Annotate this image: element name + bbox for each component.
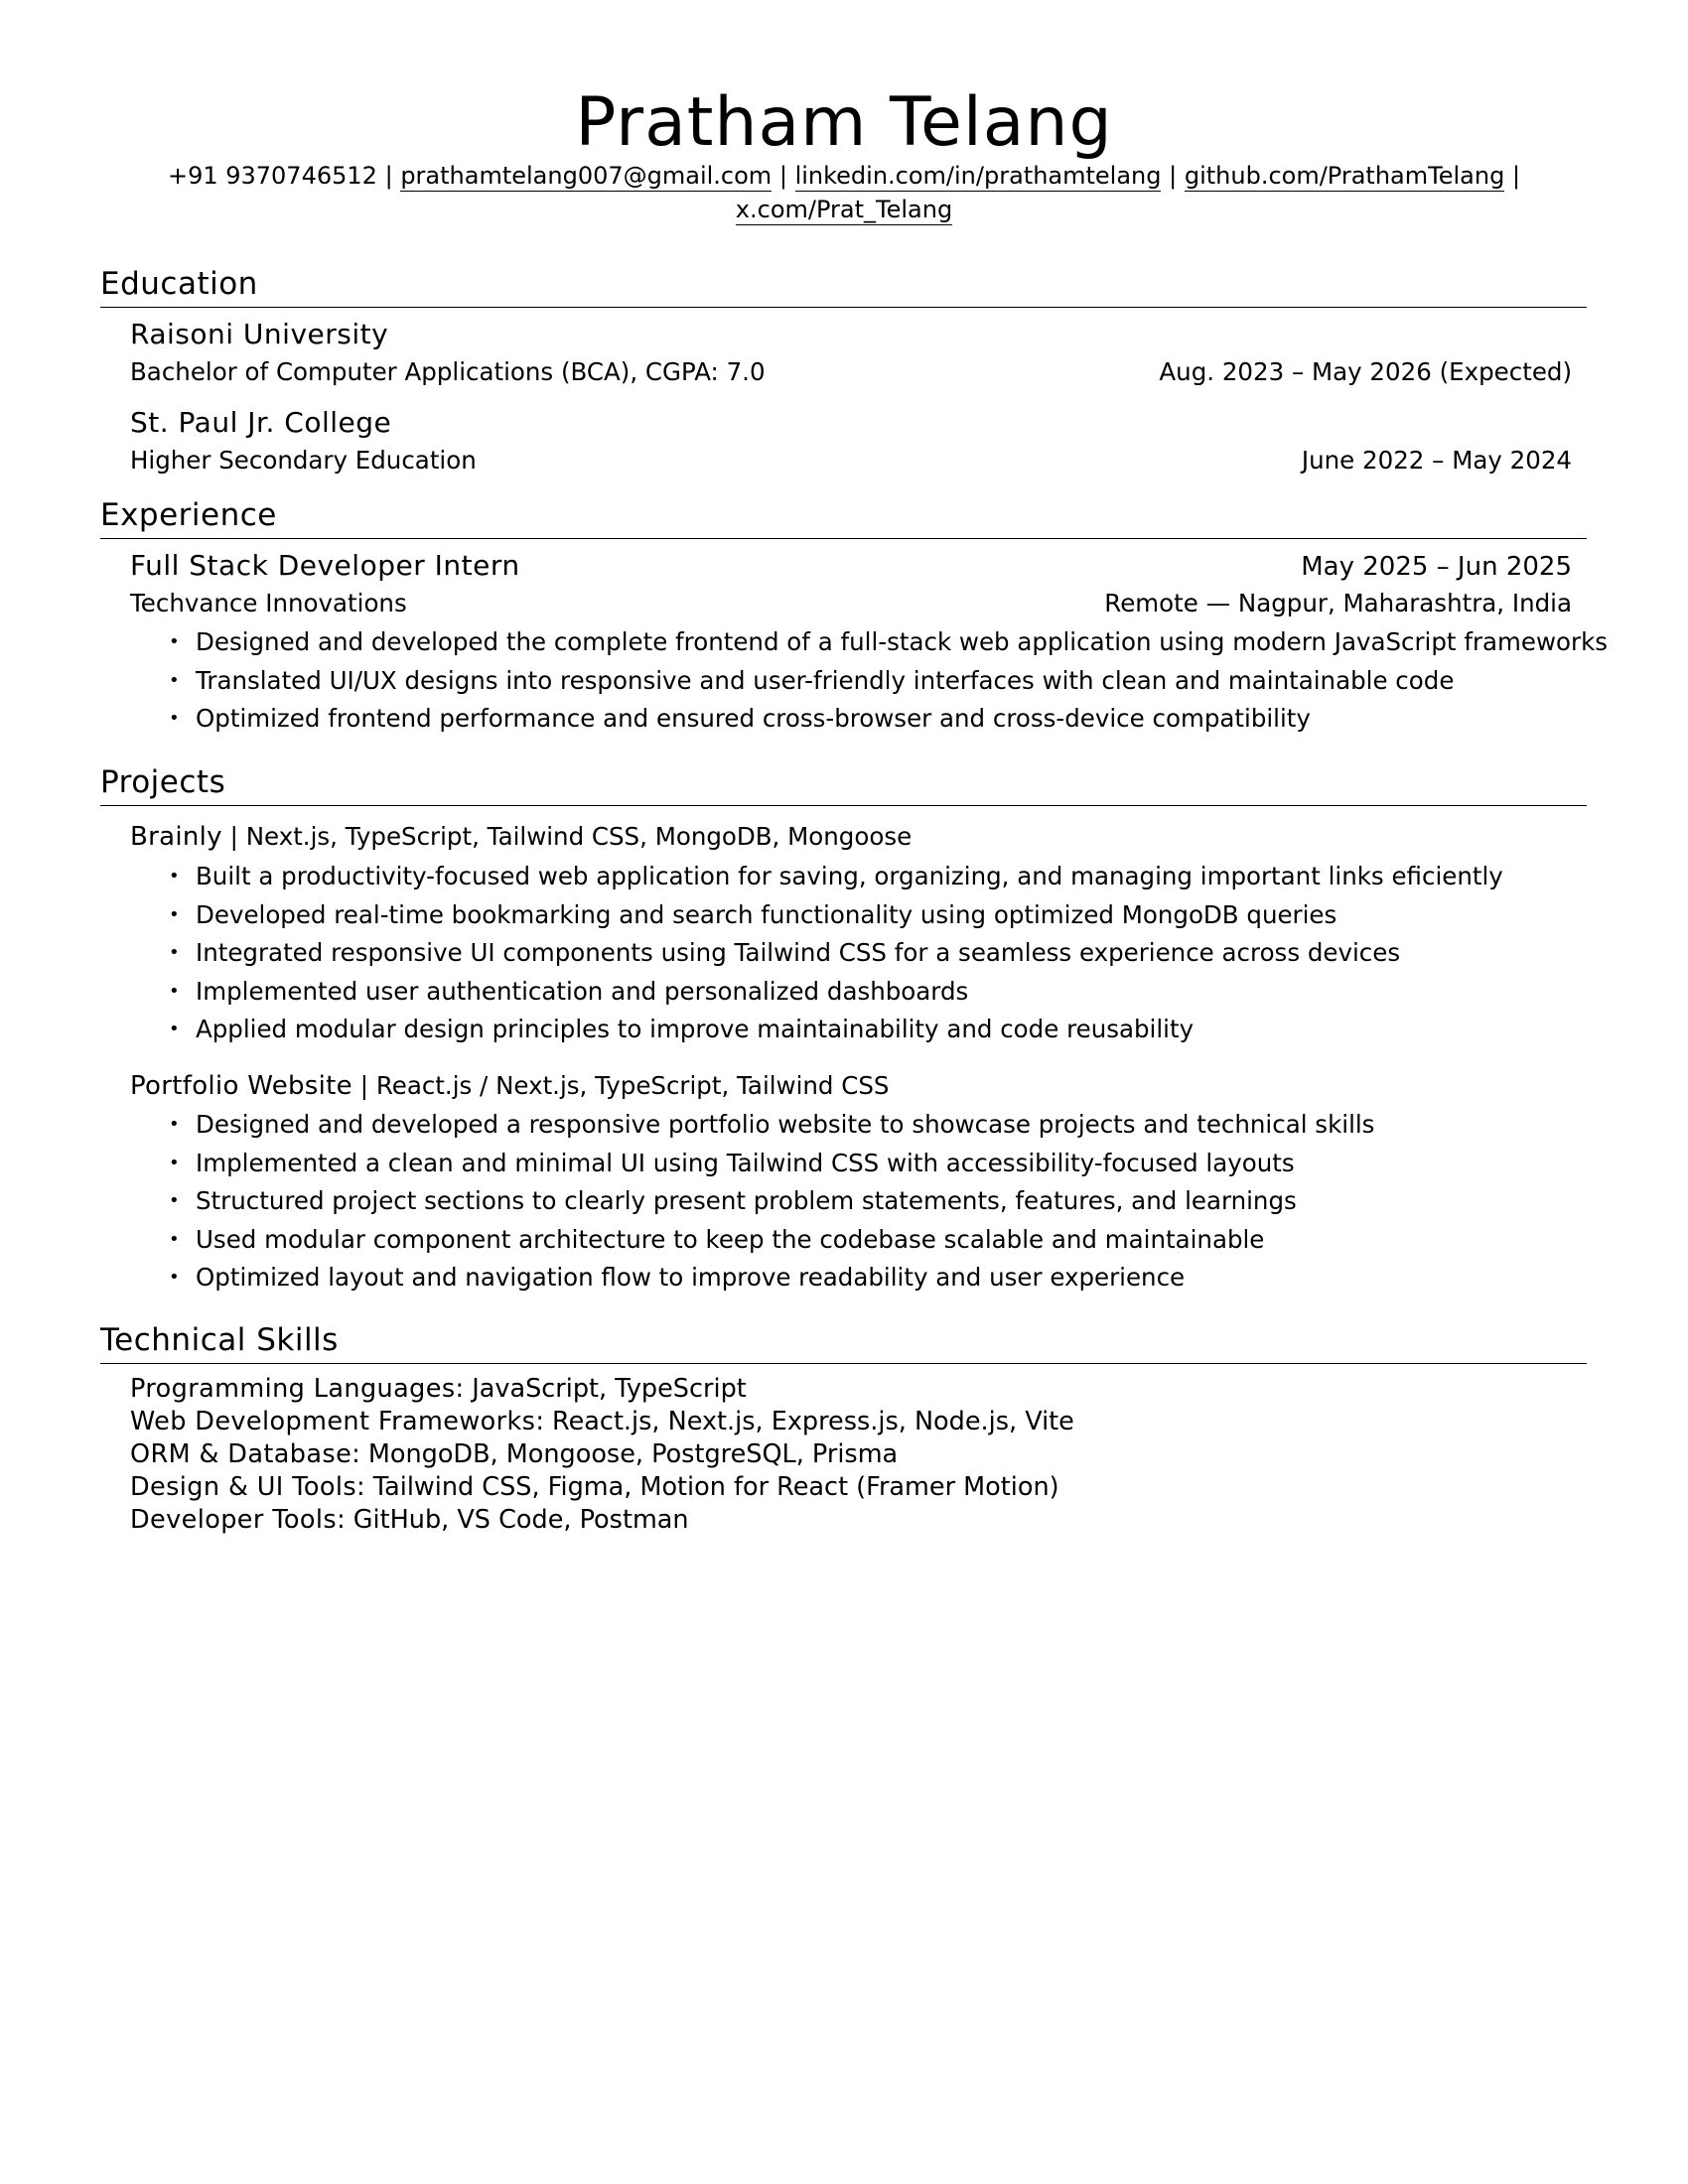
separator: | bbox=[384, 162, 393, 190]
project-stack: Next.js, TypeScript, Tailwind CSS, MongoDB, Mongoose bbox=[245, 822, 913, 851]
education-school-name bbox=[130, 405, 1572, 441]
degree-text: Higher Secondary Education bbox=[130, 446, 477, 475]
bullet-icon: • bbox=[169, 1152, 180, 1173]
section-title-education: Education bbox=[100, 266, 258, 302]
bullet-icon: • bbox=[169, 866, 180, 887]
section-divider bbox=[100, 1363, 1587, 1364]
skill-value: GitHub, VS Code, Postman bbox=[352, 1505, 689, 1535]
skill-value: React.js, Next.js, Express.js, Node.js, Vite bbox=[552, 1407, 1074, 1436]
list-item: • Implemented user authentication and personalized dashboards bbox=[130, 973, 1580, 1012]
role-title: Full Stack Developer Intern bbox=[130, 549, 520, 582]
skill-value: JavaScript, TypeScript bbox=[472, 1374, 747, 1404]
project-heading bbox=[130, 1069, 1572, 1103]
separator: | bbox=[229, 822, 238, 851]
list-item: • Designed and developed a responsive portfolio website to showcase projects and technical skills bbox=[130, 1106, 1580, 1145]
x-link[interactable]: x.com/Prat_Telang bbox=[735, 196, 953, 223]
section-title-projects: Projects bbox=[100, 764, 226, 800]
degree-text: Bachelor of Computer Applications (BCA), CGPA: 7.0 bbox=[130, 357, 766, 386]
list-item: • Applied modular design principles to improve maintainability and code reusability bbox=[130, 1011, 1580, 1049]
skill-row: Programming Languages: JavaScript, TypeScript bbox=[130, 1374, 747, 1404]
list-item: • Translated UI/UX designs into responsive and user-friendly interfaces with clean and maintainable code bbox=[130, 662, 1580, 701]
list-item: • Designed and developed the complete frontend of a full-stack web application using modern JavaScript frameworks bbox=[130, 623, 1580, 662]
skill-label: Web Development Frameworks bbox=[130, 1407, 536, 1436]
school-name: St. Paul Jr. College bbox=[130, 406, 392, 439]
project-name: Portfolio Website bbox=[130, 1071, 352, 1101]
bullet-icon: • bbox=[169, 1190, 180, 1212]
github-link[interactable]: github.com/PrathamTelang bbox=[1184, 162, 1505, 190]
skills-list bbox=[130, 1373, 1572, 1537]
bullet-icon: • bbox=[169, 942, 180, 964]
bullet-icon: • bbox=[169, 1267, 180, 1289]
skill-label: Programming Languages bbox=[130, 1374, 456, 1404]
bullet-icon: • bbox=[169, 669, 180, 691]
list-item: • Implemented a clean and minimal UI using Tailwind CSS with accessibility-focused layouts bbox=[130, 1145, 1580, 1183]
project-heading bbox=[130, 820, 1572, 854]
separator: | bbox=[1511, 162, 1521, 190]
bullet-icon: • bbox=[169, 1019, 180, 1040]
skill-row: Design & UI Tools: Tailwind CSS, Figma, Motion for React (Framer Motion) bbox=[130, 1472, 1059, 1502]
education-dates: June 2022 – May 2024 bbox=[1301, 446, 1572, 475]
project-bullets bbox=[130, 1106, 1580, 1297]
bullet-icon: • bbox=[169, 1228, 180, 1250]
list-item: • Structured project sections to clearly present problem statements, features, and learnings bbox=[130, 1182, 1580, 1221]
experience-bullets bbox=[130, 623, 1609, 739]
project-stack: React.js / Next.js, TypeScript, Tailwind CSS bbox=[375, 1071, 890, 1100]
skill-value: Tailwind CSS, Figma, Motion for React (Framer Motion) bbox=[372, 1472, 1059, 1502]
list-item: • Developed real-time bookmarking and search functionality using optimized MongoDB queries bbox=[130, 896, 1580, 935]
list-item: • Optimized frontend performance and ensured cross-browser and cross-device compatibility bbox=[130, 700, 1580, 739]
linkedin-link[interactable]: linkedin.com/in/prathamtelang bbox=[794, 162, 1162, 190]
bullet-icon: • bbox=[169, 631, 180, 652]
section-title-experience: Experience bbox=[100, 497, 277, 533]
education-detail-row bbox=[130, 355, 1572, 389]
company-name: Techvance Innovations bbox=[130, 589, 407, 617]
education-detail-row bbox=[130, 444, 1572, 478]
section-divider bbox=[100, 307, 1587, 308]
skill-row: ORM & Database: MongoDB, Mongoose, PostgreSQL, Prisma bbox=[130, 1439, 899, 1469]
skill-label: Developer Tools bbox=[130, 1505, 338, 1535]
bullet-icon: • bbox=[169, 903, 180, 925]
list-item: • Optimized layout and navigation flow to improve readability and user experience bbox=[130, 1259, 1580, 1297]
email-link[interactable]: prathamtelang007@gmail.com bbox=[400, 162, 773, 190]
section-title-skills: Technical Skills bbox=[100, 1322, 339, 1358]
bullet-icon: • bbox=[169, 1114, 180, 1135]
separator: | bbox=[778, 162, 787, 190]
skill-label: ORM & Database bbox=[130, 1439, 352, 1469]
education-school-name bbox=[130, 317, 1572, 352]
list-item: • Built a productivity-focused web application for saving, organizing, and managing important links eficiently bbox=[130, 858, 1580, 896]
phone-number: +91 9370746512 bbox=[167, 162, 377, 190]
experience-location: Remote — Nagpur, Maharashtra, India bbox=[1104, 589, 1572, 617]
experience-role-row bbox=[130, 548, 1572, 585]
skill-label: Design & UI Tools bbox=[130, 1472, 357, 1502]
skill-row: Developer Tools: GitHub, VS Code, Postman bbox=[130, 1505, 689, 1535]
project-bullets bbox=[130, 858, 1580, 1049]
list-item: • Used modular component architecture to keep the codebase scalable and maintainable bbox=[130, 1221, 1580, 1260]
experience-dates: May 2025 – Jun 2025 bbox=[1301, 552, 1572, 582]
separator: | bbox=[359, 1071, 369, 1100]
education-dates: Aug. 2023 – May 2026 (Expected) bbox=[1159, 357, 1572, 386]
project-name: Brainly bbox=[130, 822, 222, 852]
contact-line bbox=[149, 159, 1539, 226]
bullet-icon: • bbox=[169, 708, 180, 730]
section-divider bbox=[100, 538, 1587, 539]
experience-company-row bbox=[130, 587, 1572, 620]
skill-value: MongoDB, Mongoose, PostgreSQL, Prisma bbox=[367, 1439, 899, 1469]
bullet-icon: • bbox=[169, 980, 180, 1002]
skill-row: Web Development Frameworks: React.js, Next.js, Express.js, Node.js, Vite bbox=[130, 1407, 1074, 1436]
candidate-name: Pratham Telang bbox=[575, 83, 1113, 162]
school-name: Raisoni University bbox=[130, 318, 389, 350]
separator: | bbox=[1169, 162, 1178, 190]
list-item: • Integrated responsive UI components using Tailwind CSS for a seamless experience across devices bbox=[130, 934, 1580, 973]
section-divider bbox=[100, 805, 1587, 806]
